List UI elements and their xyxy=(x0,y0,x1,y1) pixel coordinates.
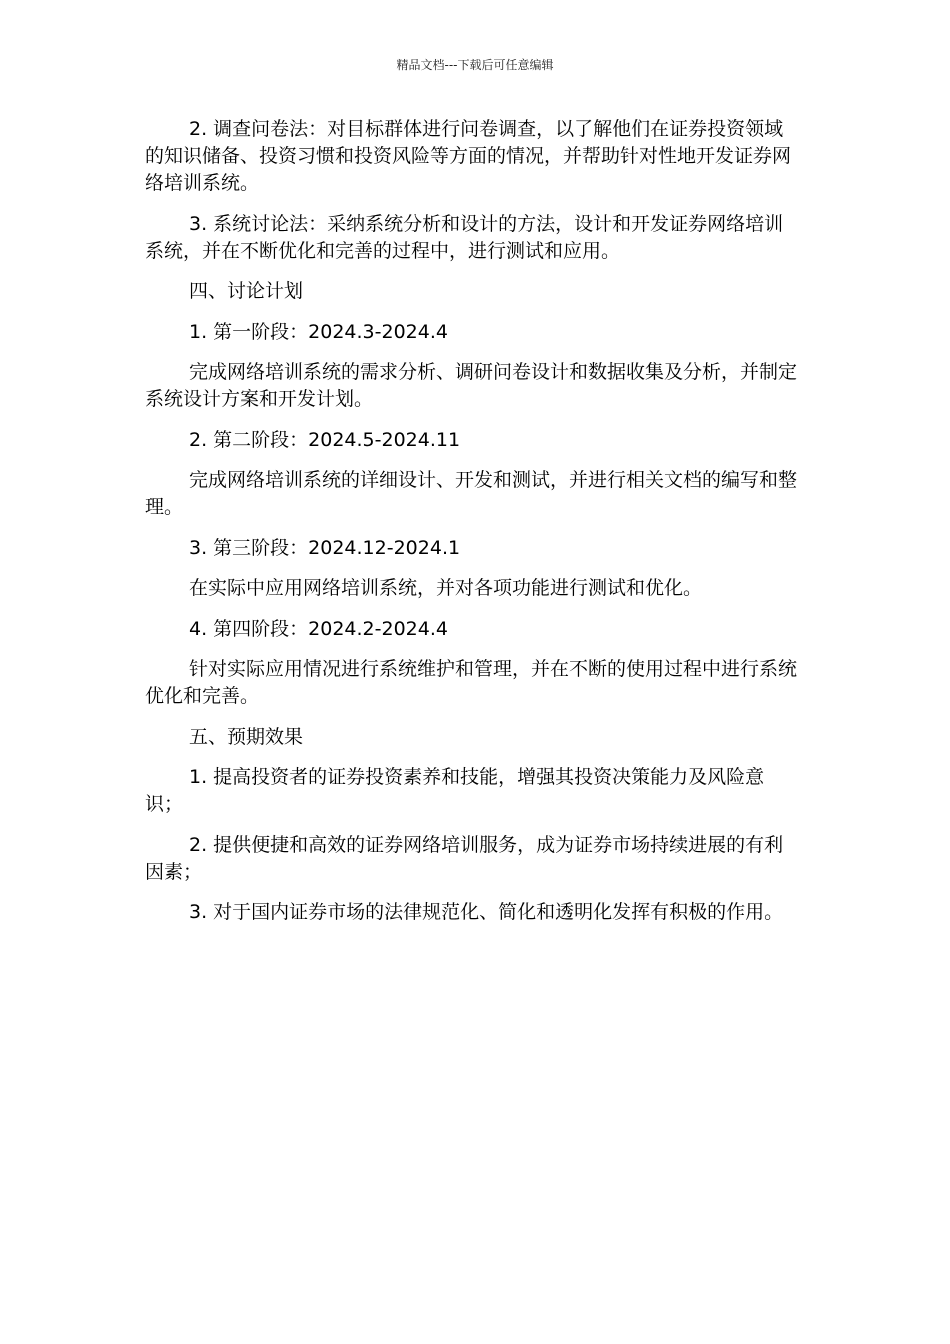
phase-3-heading: 3. 第三阶段：2024.12-2024.1 xyxy=(189,536,461,559)
phase-3-description: 在实际中应用网络培训系统，并对各项功能进行测试和优化。 xyxy=(189,577,703,599)
expected-result-2: 2. 提供便捷和高效的证券网络培训服务，成为证券市场持续进展的有利因素； xyxy=(145,833,784,883)
phase-4-description: 针对实际应用情况进行系统维护和管理，并在不断的使用过程中进行系统优化和完善。 xyxy=(145,658,798,707)
section-heading-plan: 四、讨论计划 xyxy=(189,280,304,302)
expected-result-1: 1. 提高投资者的证券投资素养和技能，增强其投资决策能力及风险意识； xyxy=(145,766,765,815)
phase-4-heading: 4. 第四阶段：2024.2-2024.4 xyxy=(189,617,448,640)
paragraph-system-discussion-method: 3. 系统讨论法：采纳系统分析和设计的方法，设计和开发证券网络培训系统，并在不断优化和完善的过程中，进行测试和应用。 xyxy=(145,212,784,262)
page-header: 精品文档---下载后可任意编辑 xyxy=(396,58,554,72)
expected-result-3: 3. 对于国内证券市场的法律规范化、简化和透明化发挥有积极的作用。 xyxy=(189,901,784,923)
paragraph-survey-method: 2. 调查问卷法：对目标群体进行问卷调查，以了解他们在证券投资领域的知识储备、投资习惯和投资风险等方面的情况，并帮助针对性地开发证券网络培训系统。 xyxy=(145,118,792,194)
phase-1-description: 完成网络培训系统的需求分析、调研问卷设计和数据收集及分析，并制定系统设计方案和开发计划。 xyxy=(145,361,798,410)
phase-1-heading: 1. 第一阶段：2024.3-2024.4 xyxy=(189,320,448,343)
phase-2-heading: 2. 第二阶段：2024.5-2024.11 xyxy=(189,428,461,451)
phase-2-description: 完成网络培训系统的详细设计、开发和测试，并进行相关文档的编写和整理。 xyxy=(145,469,798,518)
section-heading-expected-results: 五、预期效果 xyxy=(189,725,304,748)
document-body xyxy=(145,116,800,940)
